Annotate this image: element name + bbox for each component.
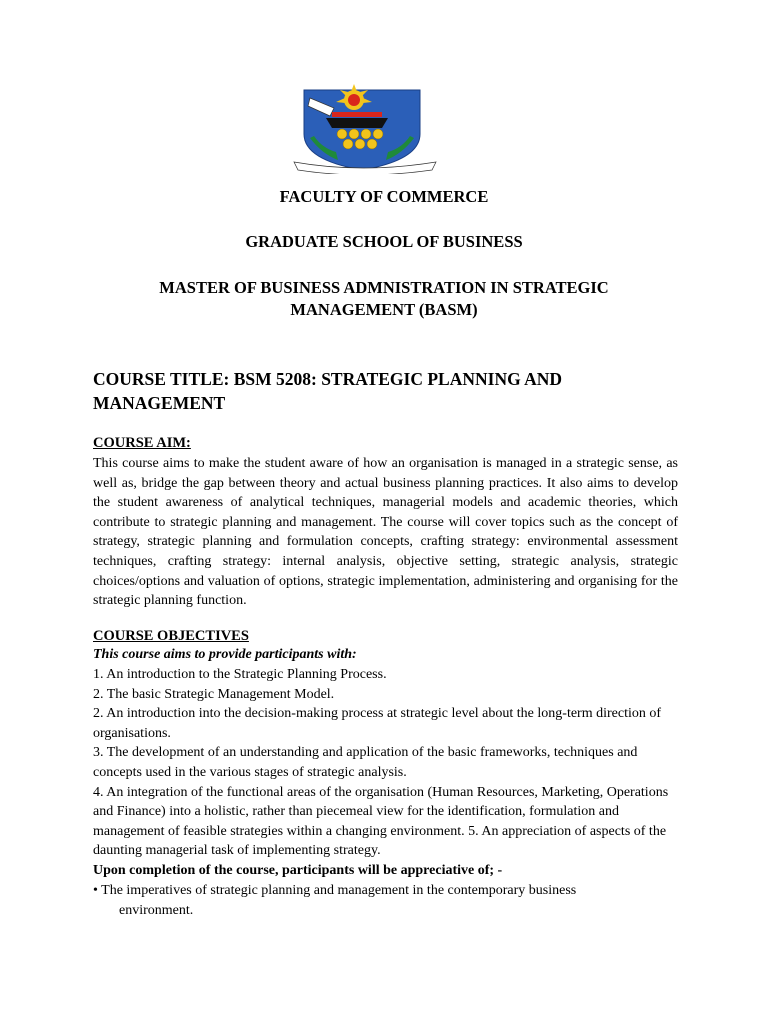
course-title: COURSE TITLE: BSM 5208: STRATEGIC PLANNING AND MANAGEMENT [93, 369, 563, 413]
outcome-bullet-line1: • The imperatives of strategic planning and management in the contemporary business [93, 883, 577, 898]
objective-item: 3. The development of an understanding and application of the basic frameworks, techniques and concepts used in the various stages of strategic analysis. [93, 745, 638, 780]
objective-item: 1. An introduction to the Strategic Planning Process. [93, 667, 387, 682]
outcome-bullet [93, 881, 653, 921]
course-aim-label: COURSE AIM: [93, 435, 191, 451]
faculty-heading: FACULTY OF COMMERCE [279, 187, 489, 206]
course-aim-text: This course aims to make the student aware of how an organisation is managed in a strategic sense, as well as, bridge the gap between theory and actual business planning practices. It also aims to develop the student awareness of analytical techniques, managerial models and academic theories, which contribute to strategic planning and management. The course will cover topics such as the concept of strategy, strategic planning and formulation concepts, crafting strategy: environmental assessment techniques, crafting strategy: internal analysis, objective setting, strategic analysis, strategic choices/options and valuation of options, strategic implementation, administering and organising for the strategic planning function. [93, 456, 678, 609]
upon-completion-heading: Upon completion of the course, participants will be appreciative of; - [93, 863, 503, 878]
objectives-intro: This course aims to provide participants with: [93, 647, 357, 662]
program-heading-line2: MANAGEMENT (BASM) [290, 300, 478, 319]
program-heading-line1: MASTER OF BUSINESS ADMNISTRATION IN STRATEGIC [159, 278, 609, 297]
university-crest-icon [292, 82, 438, 174]
outcome-bullet-line2: environment. [119, 903, 194, 918]
course-objectives-label: COURSE OBJECTIVES [93, 628, 249, 644]
objectives-list [93, 665, 683, 861]
school-heading: GRADUATE SCHOOL OF BUSINESS [245, 232, 523, 251]
objective-item: 2. An introduction into the decision-making process at strategic level about the long-term direction of organisations. [93, 706, 662, 741]
objective-item: 4. An integration of the functional areas of the organisation (Human Resources, Marketing, Operations and Finance) into a holistic, rather than piecemeal view for the identification, formulation and management of feasible strategies within a changing environment. 5. An appreciation of aspects of the daunting managerial task of implementing strategy. [93, 784, 669, 859]
objective-item: 2. The basic Strategic Management Model. [93, 686, 335, 702]
